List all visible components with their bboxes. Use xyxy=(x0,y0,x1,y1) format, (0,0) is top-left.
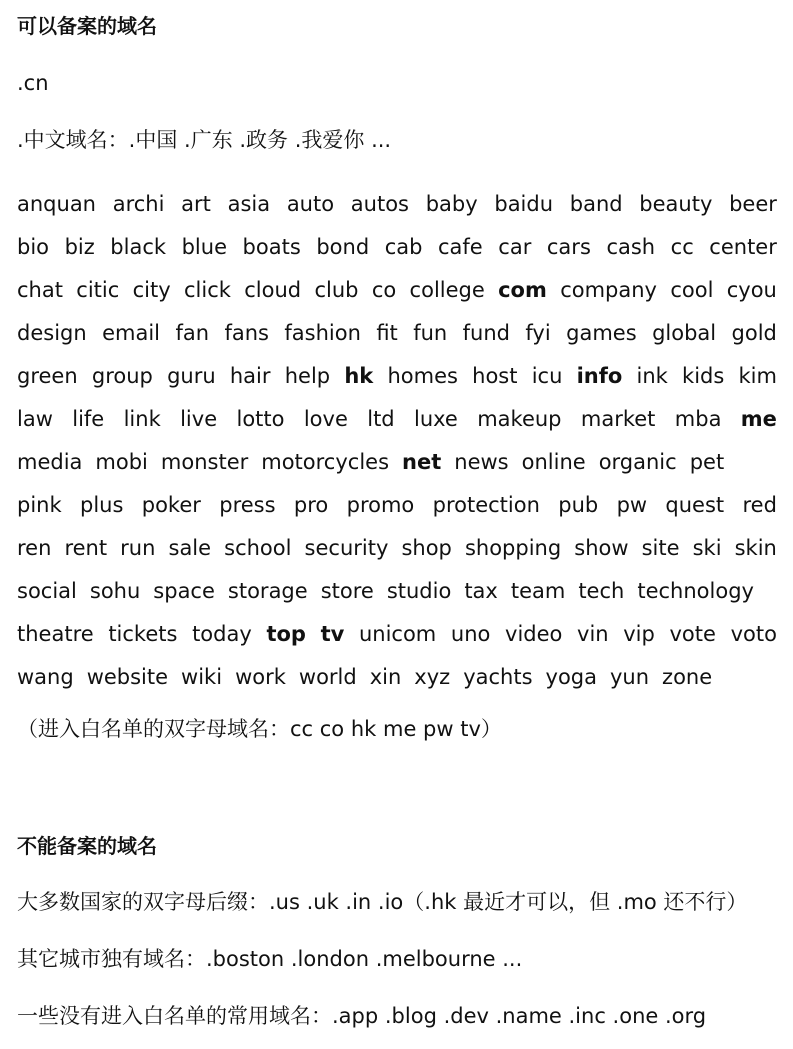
allowed-tld-list xyxy=(17,182,777,698)
tld-item: baidu xyxy=(494,191,554,216)
country-code-line: 大多数国家的双字母后缀：.us .uk .in .io（.hk 最近才可以，但 .mo 还不行） xyxy=(17,890,748,914)
tld-item: global xyxy=(652,320,717,345)
tld-item: pink xyxy=(17,492,62,517)
tld-item: cool xyxy=(670,277,714,302)
tld-item: uno xyxy=(450,621,491,646)
tld-item: homes xyxy=(387,363,458,388)
tld-item: host xyxy=(472,363,518,388)
tld-item: hk xyxy=(344,363,374,388)
tld-item: theatre xyxy=(17,621,94,646)
cn-domain-line: .cn xyxy=(17,71,49,95)
tld-item: ren xyxy=(17,535,52,560)
tld-item: biz xyxy=(64,234,95,259)
tld-item: auto xyxy=(286,191,335,216)
tld-item: monster xyxy=(160,449,249,474)
tld-item: kim xyxy=(738,363,777,388)
tld-item: beer xyxy=(729,191,777,216)
tld-item: school xyxy=(224,535,292,560)
tld-item: luxe xyxy=(414,406,458,431)
tld-item: yachts xyxy=(463,664,533,689)
tld-item: vote xyxy=(669,621,716,646)
tld-item: city xyxy=(132,277,171,302)
not-allowed-section-title: 不能备案的域名 xyxy=(17,834,157,858)
tld-item: gold xyxy=(731,320,777,345)
tld-item: tax xyxy=(464,578,498,603)
tld-item: site xyxy=(641,535,680,560)
tld-item: bond xyxy=(316,234,370,259)
tld-item: cyou xyxy=(726,277,777,302)
tld-item: tickets xyxy=(108,621,178,646)
tld-row xyxy=(17,182,777,225)
tld-item: cash xyxy=(606,234,656,259)
tld-item: online xyxy=(521,449,586,474)
tld-item: motorcycles xyxy=(261,449,390,474)
tld-item: help xyxy=(284,363,331,388)
tld-item: sohu xyxy=(89,578,141,603)
tld-item: pro xyxy=(293,492,329,517)
tld-row xyxy=(17,397,777,440)
tld-item: ink xyxy=(636,363,668,388)
tld-item: unicom xyxy=(358,621,437,646)
tld-item: top xyxy=(266,621,306,646)
tld-item: band xyxy=(569,191,623,216)
tld-row xyxy=(17,483,777,526)
tld-item: pub xyxy=(558,492,599,517)
tld-item: poker xyxy=(141,492,201,517)
common-domain-line: 一些没有进入白名单的常用域名：.app .blog .dev .name .inc .one .org xyxy=(17,1004,707,1028)
tld-item: xyz xyxy=(414,664,451,689)
tld-item: protection xyxy=(432,492,540,517)
tld-row xyxy=(17,268,777,311)
tld-item: shop xyxy=(401,535,452,560)
tld-item: bio xyxy=(17,234,50,259)
tld-item: games xyxy=(566,320,637,345)
tld-row xyxy=(17,225,777,268)
tld-item: kids xyxy=(682,363,725,388)
tld-item: guru xyxy=(167,363,216,388)
tld-row xyxy=(17,354,777,397)
tld-item: ski xyxy=(692,535,722,560)
tld-item: asia xyxy=(227,191,271,216)
tld-item: world xyxy=(298,664,357,689)
tld-item: today xyxy=(192,621,252,646)
tld-item: sale xyxy=(168,535,212,560)
tld-item: security xyxy=(304,535,389,560)
tld-item: wiki xyxy=(181,664,223,689)
tld-item: fund xyxy=(462,320,510,345)
tld-item: plus xyxy=(79,492,124,517)
tld-item: email xyxy=(102,320,161,345)
tld-item: blue xyxy=(181,234,227,259)
tld-item: beauty xyxy=(639,191,713,216)
tld-item: tv xyxy=(320,621,345,646)
tld-item: cafe xyxy=(438,234,483,259)
tld-item: company xyxy=(560,277,657,302)
tld-item: hair xyxy=(229,363,271,388)
tld-item: yoga xyxy=(545,664,597,689)
tld-item: vip xyxy=(623,621,655,646)
tld-item: ltd xyxy=(367,406,395,431)
tld-item: chat xyxy=(17,277,63,302)
tld-item: xin xyxy=(369,664,402,689)
tld-item: news xyxy=(454,449,509,474)
tld-item: pw xyxy=(616,492,648,517)
tld-item: green xyxy=(17,363,78,388)
tld-item: quest xyxy=(665,492,725,517)
tld-row xyxy=(17,655,777,698)
tld-item: art xyxy=(181,191,211,216)
tld-item: fyi xyxy=(525,320,551,345)
tld-row xyxy=(17,612,777,655)
tld-item: group xyxy=(91,363,153,388)
tld-item: social xyxy=(17,578,77,603)
tld-item: wang xyxy=(17,664,74,689)
tld-item: shopping xyxy=(464,535,562,560)
tld-item: fans xyxy=(224,320,269,345)
tld-row xyxy=(17,311,777,354)
tld-item: fan xyxy=(175,320,210,345)
tld-item: love xyxy=(303,406,348,431)
tld-item: baby xyxy=(425,191,478,216)
tld-item: cloud xyxy=(244,277,302,302)
tld-item: anquan xyxy=(17,191,96,216)
tld-item: law xyxy=(17,406,53,431)
tld-item: run xyxy=(120,535,156,560)
tld-item: design xyxy=(17,320,87,345)
tld-item: boats xyxy=(242,234,301,259)
tld-row xyxy=(17,569,777,612)
tld-item: center xyxy=(709,234,777,259)
tld-item: storage xyxy=(227,578,308,603)
tld-item: press xyxy=(219,492,276,517)
tld-item: autos xyxy=(350,191,409,216)
tld-row xyxy=(17,526,777,569)
tld-item: store xyxy=(320,578,374,603)
tld-item: work xyxy=(235,664,286,689)
tld-row xyxy=(17,440,777,483)
tld-item: technology xyxy=(637,578,754,603)
allowed-section-title: 可以备案的域名 xyxy=(17,14,157,38)
city-domain-line: 其它城市独有域名：.boston .london .melbourne ... xyxy=(17,947,523,971)
tld-item: life xyxy=(72,406,105,431)
tld-item: rent xyxy=(64,535,108,560)
tld-item: car xyxy=(498,234,532,259)
tld-item: skin xyxy=(734,535,777,560)
tld-item: fit xyxy=(376,320,398,345)
tld-item: red xyxy=(742,492,777,517)
tld-item: cars xyxy=(546,234,591,259)
tld-item: vin xyxy=(577,621,609,646)
tld-item: black xyxy=(110,234,167,259)
tld-item: net xyxy=(402,449,442,474)
tld-item: studio xyxy=(386,578,452,603)
tld-item: team xyxy=(510,578,566,603)
tld-item: mba xyxy=(674,406,722,431)
tld-item: show xyxy=(574,535,629,560)
tld-item: cab xyxy=(384,234,423,259)
tld-item: makeup xyxy=(477,406,562,431)
tld-item: click xyxy=(184,277,231,302)
tld-item: fashion xyxy=(284,320,361,345)
tld-item: organic xyxy=(598,449,677,474)
tld-item: voto xyxy=(730,621,777,646)
tld-item: college xyxy=(409,277,485,302)
tld-item: citic xyxy=(76,277,120,302)
tld-item: club xyxy=(314,277,359,302)
tld-item: archi xyxy=(112,191,165,216)
tld-item: media xyxy=(17,449,83,474)
tld-item: pet xyxy=(689,449,725,474)
tld-item: cc xyxy=(670,234,694,259)
tld-item: icu xyxy=(531,363,563,388)
tld-item: com xyxy=(498,277,547,302)
tld-item: website xyxy=(86,664,169,689)
tld-item: market xyxy=(580,406,656,431)
chinese-domain-line: .中文域名：.中国 .广东 .政务 .我爱你 ... xyxy=(17,128,392,152)
tld-item: fun xyxy=(413,320,448,345)
tld-item: link xyxy=(123,406,161,431)
whitelist-note: （进入白名单的双字母域名：cc co hk me pw tv） xyxy=(17,717,502,741)
tld-item: info xyxy=(576,363,623,388)
tld-item: yun xyxy=(610,664,650,689)
tld-item: co xyxy=(371,277,397,302)
tld-item: space xyxy=(153,578,215,603)
tld-item: live xyxy=(180,406,218,431)
tld-item: tech xyxy=(578,578,625,603)
tld-item: me xyxy=(740,406,777,431)
tld-item: lotto xyxy=(236,406,285,431)
tld-item: promo xyxy=(346,492,415,517)
tld-item: mobi xyxy=(95,449,148,474)
tld-item: zone xyxy=(662,664,713,689)
tld-item: video xyxy=(505,621,563,646)
